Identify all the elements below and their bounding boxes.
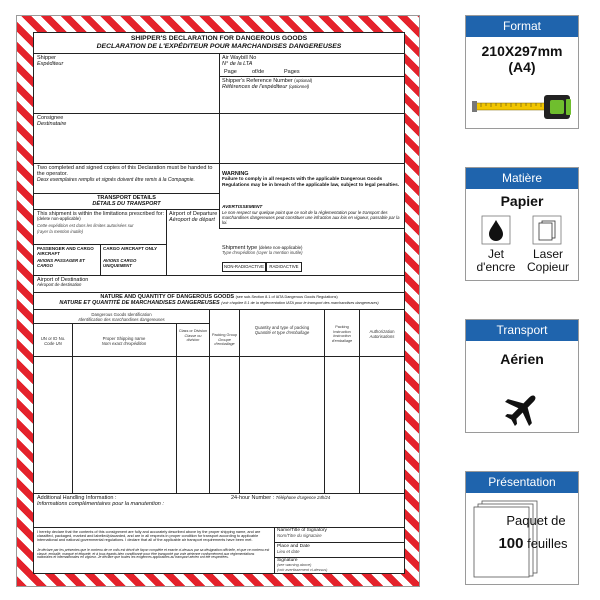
- shipment-within-opt: (delete non-applicable): [37, 216, 81, 221]
- awb-label: Air Waybill No: [222, 55, 257, 61]
- consignee-label: Consignee: [37, 115, 64, 121]
- col-quantity-type-fr: Quantité et type d'emballage: [254, 330, 310, 336]
- two-copies-notice-fr: Deux exemplaires remplis et signés doivent être remis à la Compagnie.: [37, 177, 195, 183]
- signature-label: Signature: [277, 558, 298, 563]
- cargo-only-option[interactable]: CARGO AIRCRAFT ONLY: [103, 246, 158, 251]
- page-of-label: of/de: [252, 69, 265, 75]
- airport-departure-label: Airport of Departure: [169, 211, 218, 217]
- emergency-number-label-fr: Téléphone d'urgence 24h/24: [275, 495, 331, 500]
- col-packing-instruction: Packing Instruction: [333, 325, 351, 334]
- radioactive-option[interactable]: RADIOACTIVE: [266, 262, 302, 272]
- airport-departure-label-fr: Aéroport de départ: [169, 217, 215, 223]
- additional-handling-label-fr: Informations complémentaires pour la manutention :: [37, 501, 164, 507]
- dg-identification-label: Dangerous Goods Identification: [91, 312, 152, 317]
- material-panel-title: Matière: [466, 168, 578, 189]
- transport-details-title-fr: DÉTAILS DU TRANSPORT: [92, 201, 161, 207]
- airport-destination-label-fr: Aéroport de destination: [37, 282, 82, 287]
- col-authorization-fr: Autorisations: [369, 334, 395, 340]
- shipper-label-fr: Expéditeur: [37, 61, 64, 67]
- format-panel: [465, 15, 579, 129]
- material-value: Papier: [500, 193, 544, 209]
- non-radioactive-option[interactable]: NON-RADIOACTIVE: [222, 262, 266, 272]
- shipment-type-opt: (delete non-applicable): [258, 245, 303, 250]
- inkjet-label-2: d'encre: [476, 260, 516, 274]
- transport-panel-title: Transport: [466, 320, 578, 341]
- col-quantity-type: Quantity and type of packing: [254, 325, 310, 330]
- nature-quantity-title: NATURE AND QUANTITY OF DANGEROUS GOODS: [100, 294, 235, 300]
- col-packing-group-fr: Groupe d'emballage: [214, 337, 235, 347]
- passenger-cargo-option-fr: AVIONS PASSAGER ET CARGO: [37, 258, 85, 268]
- avertissement-text: Le non-respect sur quelque point que ce soit de la réglementation pour le transport des marchandises dangereuses peut constituer une infraction aux lois en vigueur, passable par la loi.: [222, 210, 400, 225]
- cargo-only-option-fr: AVIONS CARGO UNIQUEMENT: [103, 258, 137, 268]
- col-un-number-fr: Code UN: [44, 341, 62, 347]
- shipment-within-label-fr: Cette expédition est dans les limites autorisées sur: [37, 223, 134, 228]
- format-panel-title: Format: [466, 16, 578, 37]
- shipment-type-opt-fr: (rayer la mention inutile): [256, 250, 303, 255]
- pages-label: Pages: [284, 69, 300, 75]
- shipment-type-label-fr: Type d'expédition: [222, 250, 256, 255]
- laser-label-2: Copieur: [526, 260, 570, 274]
- col-un-number: UN or ID No.: [40, 336, 66, 341]
- declaration-text-fr: Je déclare par les présentes que le contenu de ce colis est décrit de façon complète et exacte ci-dessus par sa désignation officielle, et que ce contenu est classé, emballé, marqué et étiqueté, et à tous égards bien conditionné pour être transporté par voie aérienne conformément aux réglementations nationales et internationales en vigueur. Je déclare que toutes les exigences applicables au transport aérien ont été respectées.: [37, 548, 270, 560]
- signature-sub-fr: (voir avertissement ci-dessus): [277, 568, 328, 572]
- consignee-field[interactable]: [54, 129, 214, 159]
- paper-sheets-icon: [532, 215, 562, 245]
- transport-panel: [465, 319, 579, 433]
- tape-measure-icon: [466, 90, 576, 122]
- awb-label-fr: N° de la LTA: [222, 61, 253, 67]
- laser-label: Laser: [532, 247, 564, 261]
- nature-quantity-ref: (see sub-Section 8.1 of IATA Dangerous Goods Regulations): [235, 295, 338, 299]
- reference-optional-fr: (optionnel): [288, 84, 310, 89]
- form-title-fr: DECLARATION DE L'EXPÉDITEUR POUR MARCHANDISES DANGEREUSES: [96, 43, 342, 50]
- presentation-value-2: feuilles: [527, 536, 568, 551]
- shipment-within-label: This shipment is within the limitations prescribed for:: [37, 211, 165, 217]
- dangerous-goods-table-body[interactable]: [34, 357, 404, 493]
- reference-label: Shipper's Reference Number: [222, 78, 293, 84]
- declaration-text: I hereby declare that the contents of this consignment are fully and accurately described above by the proper shipping name, and are classified, packaged, marked and labelled/placarded, and are in all respects in proper condition for transport according to applicable international and national governmental regulations. I declare that all of the applicable air transport requirements have been met.: [37, 530, 261, 543]
- col-packing-group: Packing Group: [211, 333, 238, 337]
- presentation-number: 100: [498, 535, 524, 552]
- form-body: [33, 32, 405, 574]
- airport-destination-label: Airport of Destination: [37, 277, 89, 283]
- emergency-number-label: 24-hour Number :: [231, 495, 275, 501]
- col-class: Class or Division: [178, 329, 208, 333]
- signatory-name-label-fr: Nom/Titre du signataire: [277, 533, 322, 538]
- place-date-label-fr: Lieu et date: [277, 549, 300, 554]
- material-panel: [465, 167, 579, 281]
- col-class-fr: Classe ou division: [184, 333, 202, 343]
- page-label: Page: [224, 69, 237, 75]
- avertissement-label: AVERTISSEMENT: [222, 205, 263, 210]
- dangerous-goods-declaration-form: [16, 15, 420, 587]
- shipper-label: Shipper: [37, 55, 56, 61]
- place-date-label: Place and Date: [277, 544, 310, 549]
- transport-value: Aérien: [500, 351, 544, 367]
- format-sub: (A4): [508, 59, 536, 75]
- shipment-within-opt-fr: (rayer la mention inutile): [37, 229, 84, 234]
- col-shipping-name-fr: Nom exact d'expédition: [101, 341, 147, 347]
- consignee-label-fr: Destinataire: [37, 121, 67, 127]
- additional-handling-label: Additional Handling Information :: [37, 495, 117, 501]
- form-title: SHIPPER'S DECLARATION FOR DANGEROUS GOODS: [130, 35, 308, 42]
- col-shipping-name: Proper Shipping name: [102, 336, 146, 341]
- warning-label: WARNING: [222, 171, 249, 177]
- col-authorization: Authorization: [369, 329, 395, 334]
- col-packing-instruction-fr: Instruction d'emballage: [331, 334, 353, 343]
- reference-optional: (optional): [294, 78, 313, 83]
- presentation-panel: [465, 471, 579, 585]
- ink-drop-icon: [481, 215, 511, 245]
- warning-text: Failure to comply in all respects with the applicable Dangerous Goods Regulations may be in breach of the applicable law, subject to legal penalties.: [222, 177, 400, 188]
- shipment-type-label: Shipment type: [222, 245, 258, 251]
- reference-label-fr: Références de l'expéditeur: [222, 84, 288, 90]
- presentation-value-1: Paquet de: [506, 513, 566, 528]
- signatory-name-label: Name/Title of Signatory: [277, 528, 327, 533]
- format-value: 210X297mm: [481, 43, 563, 59]
- presentation-panel-title: Présentation: [466, 472, 578, 493]
- airplane-icon: [502, 389, 542, 429]
- shipper-field[interactable]: [54, 69, 214, 109]
- nature-quantity-title-fr: NATURE ET QUANTITÉ DE MARCHANDISES DANGEREUSES: [59, 300, 220, 306]
- passenger-cargo-option[interactable]: PASSENGER AND CARGO AIRCRAFT: [37, 246, 94, 257]
- two-copies-notice: Two completed and signed copies of this Declaration must be handed to the operator.: [37, 165, 213, 178]
- signature-sub: (see warning above): [277, 563, 312, 567]
- dg-identification-label-fr: Identification des marchandises dangereuses: [78, 317, 165, 323]
- inkjet-label: Jet: [487, 247, 504, 261]
- nature-quantity-ref-fr: (voir chapitre 8.1 de la réglementation IATA pour le transport des marchandises dangereuses): [221, 301, 379, 305]
- transport-details-title: TRANSPORT DETAILS: [97, 195, 156, 201]
